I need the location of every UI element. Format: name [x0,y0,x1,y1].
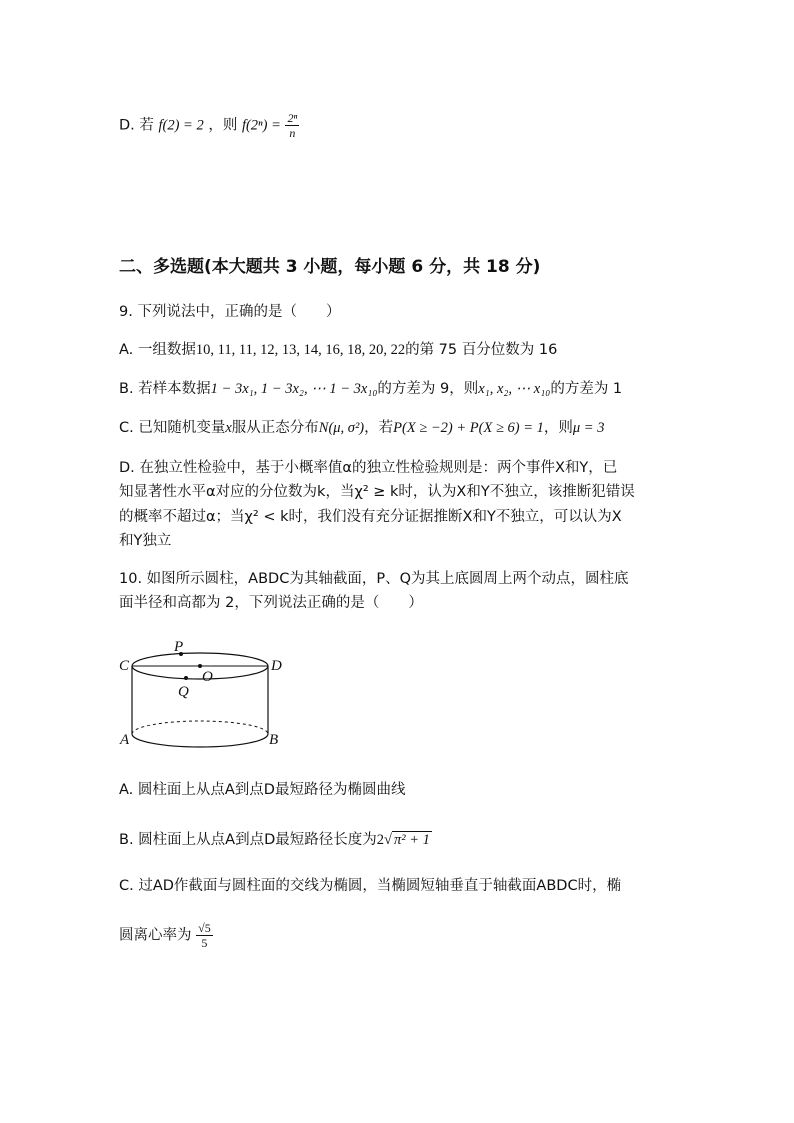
q10-option-a: A. 圆柱面上从点A到点D最短路径为椭圆曲线 [119,782,406,798]
q8-d-fraction [285,112,299,139]
q10-b-coef: 2 [376,832,384,848]
q10-stem-line2: 面半径和高都为 2，下列说法正确的是（ ） [119,595,423,611]
q10-stem-line1: 10. 如图所示圆柱，ABDC为其轴截面，P、Q为其上底圆周上两个动点，圆柱底 [119,571,629,587]
q10-c-frac-den: 5 [201,936,208,950]
q10-c-fraction [196,922,213,949]
q9-a-data: 10, 11, 11, 12, 13, 14, 16, 18, 20, 22 [195,342,406,358]
q9-c-mid: 服从正态分布 [231,420,319,436]
q9-c-pre: C. 已知随机变量 [119,420,226,436]
point-o [198,664,202,668]
q9-c-dist: N(μ, σ²) [318,420,365,436]
label-d: D [271,658,282,674]
section-title: 二、多选题(本大题共 3 小题，每小题 6 分，共 18 分) [119,257,541,277]
label-b: B [269,732,279,748]
q9-a-pre: A. 一组数据 [119,342,196,358]
q10-b-pre: B. 圆柱面上从点A到点D最短路径长度为 [119,832,377,848]
q10-option-c-line2 [119,922,213,949]
label-a: A [120,732,130,748]
q9-c-var: x [225,420,232,436]
q8-d-sep: ，则 [208,117,238,134]
q9-b-data: 1 − 3x₁, 1 − 3x₂, ⋯ 1 − 3x₁₀ [210,381,378,397]
q8-d-frac-den: n [289,126,296,140]
q8-option-d [119,112,299,139]
q9-b-mid: 的方差为 9，则 [377,381,479,397]
q9-b-post: 的方差为 1 [550,381,623,397]
q9-b-vars: x₁, x₂, ⋯ x₁₀ [478,381,551,397]
cylinder-figure [118,636,298,751]
q10-option-c-line1: C. 过AD作截面与圆柱面的交线为椭圆，当椭圆短轴垂直于轴截面ABDC时，椭 [119,878,622,894]
q8-d-frac-num: 2ⁿ [287,111,298,125]
q9-stem: 9. 下列说法中，正确的是（ ） [119,304,341,320]
q10-b-radicand: π² + 1 [393,832,430,848]
q10-c-line2-pre: 圆离心率为 [119,927,192,944]
sqrt-icon: √ [384,832,392,848]
q9-c-cond: P(X ≥ −2) + P(X ≥ 6) = 1 [393,420,544,436]
label-c: C [119,658,130,674]
label-q: Q [178,684,189,700]
q9-option-b [119,379,622,399]
q9-option-d-line2: 知显著性水平α对应的分位数为k，当χ² ≥ k时，认为X和Y不独立，该推断犯错误 [119,484,635,500]
q9-option-c [119,418,604,438]
q10-option-b [119,830,432,850]
q9-option-d-line1: D. 在独立性检验中，基于小概率值α的独立性检验规则是：两个事件X和Y，已 [119,460,618,476]
label-o: O [202,669,213,685]
bottom-ellipse-front [132,734,268,747]
q9-a-post: 的第 75 百分位数为 16 [405,342,558,358]
point-q [184,676,188,680]
q10-c-frac-num: √5 [198,921,211,935]
q9-c-mid3: ，则 [543,420,573,436]
q9-option-d-line3: 的概率不超过α；当χ² < k时，我们没有充分证据推断X和Y不独立，可以认为X [119,509,622,525]
q9-c-mid2: ，若 [364,420,394,436]
q9-c-result: μ = 3 [572,420,605,436]
q9-option-a [119,340,557,360]
label-p: P [174,639,184,655]
q8-d-formula-lhs: f(2ⁿ) = [241,117,281,134]
q8-d-label: D. 若 [119,117,154,134]
bottom-ellipse-back [132,721,268,734]
q9-option-d-line4: 和Y独立 [119,533,172,549]
q8-d-formula-1: f(2) = 2 [158,117,204,134]
q9-b-pre: B. 若样本数据 [119,381,211,397]
